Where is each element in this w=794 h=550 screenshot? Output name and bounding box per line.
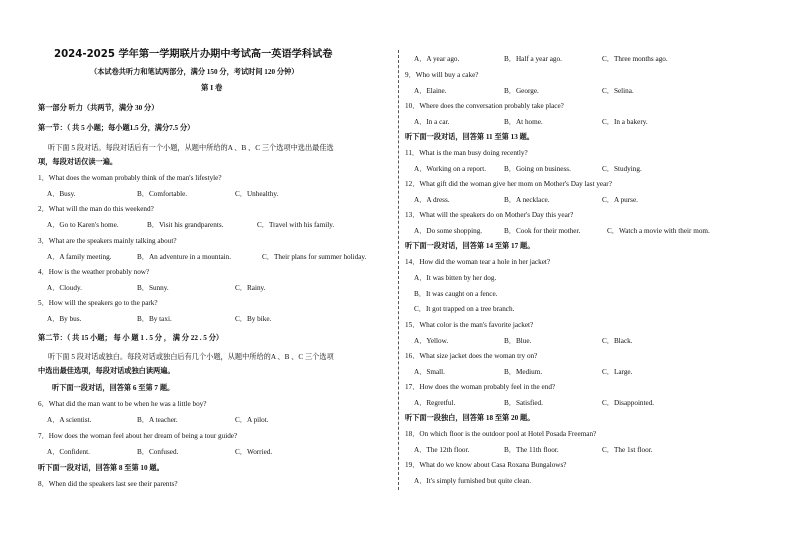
prompt-11-13: 听下面一段对话，回答第 11 至第 13 题。 (405, 133, 534, 141)
exam-title: 2024-2025 学年第一学期联片办期中考试高一英语学科试卷 (54, 49, 333, 60)
question-stem: 17．How does the woman probably feel in the end? (405, 383, 556, 391)
option-a: A．A family meeting. (47, 253, 112, 261)
option-a: A．In a car. (414, 118, 450, 126)
option-c: C．Travel with his family. (257, 221, 335, 229)
option-c: C．Their plans for summer holiday. (262, 253, 367, 261)
option-a: A．Small. (414, 368, 445, 376)
option-c: C．Unhealthy. (235, 190, 279, 198)
question-stem: 11．What is the man busy doing recently? (405, 149, 528, 157)
prompt-18-20: 听下面一段独白，回答第 18 至第 20 题。 (405, 414, 535, 422)
option-c: C．Disappointed. (602, 399, 655, 407)
option-b: B．Half a year ago. (504, 55, 562, 63)
option-c: C．Black. (602, 337, 633, 345)
option-c: C．Three months ago. (602, 55, 668, 63)
section1-instruction: 听下面 5 段对话。每段对话后有一个小题，从题中所给的A 、B 、C 三个选项中选出最佳选 (48, 144, 334, 152)
option-a: A．The 12th floor. (414, 446, 470, 454)
question-stem: 9．Who will buy a cake? (405, 71, 479, 79)
exam-subtitle: （本试卷共听力和笔试两部分，满分 150 分，考试时间 120 分钟） (90, 68, 299, 76)
option-a: A．Regretful. (414, 399, 456, 407)
question-stem: 6．What did the man want to be when he was a little boy? (38, 400, 207, 408)
question-stem: 10．Where does the conversation probably take place? (405, 102, 564, 110)
option-b: B．Sunny. (137, 284, 169, 292)
prompt-14-17: 听下面一段对话，回答第 14 至第 17 题。 (405, 242, 535, 250)
option-a: A．Elaine. (414, 87, 447, 95)
section2-title: 第二节：（ 共 15 小题； 每 小 题 1 . 5 分 ， 满 分 22 . 5 分） (38, 334, 224, 342)
option-a: A．Busy. (47, 190, 76, 198)
option-a: A．Go to Karen's home. (47, 221, 119, 229)
prompt-6-7: 听下面一段对话，回答第 6 至第 7 题。 (52, 384, 175, 392)
option-b: B．Comfortable. (137, 190, 188, 198)
section1-title: 第一节：（ 共 5 小题；每小题1.5 分，满分7.5 分） (38, 124, 195, 132)
option-c: C．Rainy. (235, 284, 266, 292)
option-b: B．Confused. (137, 448, 179, 456)
column-divider (398, 50, 399, 490)
option-a: A．Yellow. (414, 337, 449, 345)
section2-instruction: 听下面 5 段对话或独白。每段对话或独白后有几个小题，从题中所给的A 、B 、C 三个选项 (48, 353, 334, 361)
question-stem: 12．What gift did the woman give her mom on Mother's Day last year? (405, 180, 612, 188)
option-c: C．Selina. (602, 87, 634, 95)
option-b: B．An adventure in a mountain. (137, 253, 232, 261)
option-a: A．Working on a report. (414, 165, 487, 173)
option-c: C．The 1st floor. (602, 446, 653, 454)
option-a: A．It was bitten by her dog. (414, 274, 497, 282)
option-b: B．The 11th floor. (504, 446, 559, 454)
option-a: A．It's simply furnished but quite clean. (414, 477, 532, 485)
question-stem: 16．What size jacket does the woman try on? (405, 352, 538, 360)
question-stem: 14．How did the woman tear a hole in her jacket? (405, 258, 551, 266)
question-stem: 7．How does the woman feel about her dream of being a tour guide? (38, 432, 238, 440)
question-stem: 18．On which floor is the outdoor pool at Hotel Posada Freeman? (405, 430, 597, 438)
option-c: C．A purse. (602, 196, 638, 204)
question-stem: 15．What color is the man's favorite jacket? (405, 321, 534, 329)
option-b: B．A necklace. (504, 196, 550, 204)
option-b: B．Satisfied. (504, 399, 543, 407)
option-a: A．A year ago. (414, 55, 460, 63)
question-stem: 19．What do we know about Casa Roxana Bungalows? (405, 461, 567, 469)
option-a: A．Cloudy. (47, 284, 82, 292)
option-b: B．Going on business. (504, 165, 571, 173)
option-b: B．Medium. (504, 368, 543, 376)
question-stem: 13．What will the speakers do on Mother's Day this year? (405, 211, 574, 219)
question-stem: 3．What are the speakers mainly talking about? (38, 237, 177, 245)
option-c: C．Watch a movie with their mom. (607, 227, 710, 235)
question-stem: 8．When did the speakers last see their parents? (38, 480, 178, 488)
option-b: B．Visit his grandparents. (147, 221, 224, 229)
section1-instruction-cont: 项，每段对话仅读一遍。 (38, 158, 118, 166)
option-c: C．Studying. (602, 165, 642, 173)
option-a: A．A dress. (414, 196, 450, 204)
part1-heading: 第一部分 听力（共两节，满分 30 分） (38, 104, 159, 112)
volume-label: 第 I 卷 (201, 83, 223, 92)
option-c: C．Large. (602, 368, 633, 376)
option-a: A．Confident. (47, 448, 90, 456)
question-stem: 4．How is the weather probably now? (38, 268, 150, 276)
option-b: B．By taxi. (137, 315, 172, 323)
option-c: C．A pilot. (235, 416, 269, 424)
option-b: B．Cook for their mother. (504, 227, 581, 235)
section2-instruction-cont: 中选出最佳选项，每段对话或独白读两遍。 (38, 367, 175, 375)
option-a: A．Do some shopping. (414, 227, 483, 235)
option-c: C．Worried. (235, 448, 273, 456)
question-stem: 2．What will the man do this weekend? (38, 205, 154, 213)
option-b: B．At home. (504, 118, 543, 126)
option-c: C．By bike. (235, 315, 272, 323)
question-stem: 1．What does the woman probably think of the man's lifestyle? (38, 174, 222, 182)
option-b: B．George. (504, 87, 539, 95)
question-stem: 5．How will the speakers go to the park? (38, 299, 158, 307)
option-a: A．By bus. (47, 315, 82, 323)
option-b: B．It was caught on a fence. (414, 290, 498, 298)
option-c: C．In a bakery. (602, 118, 648, 126)
option-b: B．Blue. (504, 337, 532, 345)
option-c: C．It got trapped on a tree branch. (414, 305, 515, 313)
option-b: B．A teacher. (137, 416, 178, 424)
option-a: A．A scientist. (47, 416, 92, 424)
prompt-8-10: 听下面一段对话，回答第 8 至第 10 题。 (38, 464, 164, 472)
